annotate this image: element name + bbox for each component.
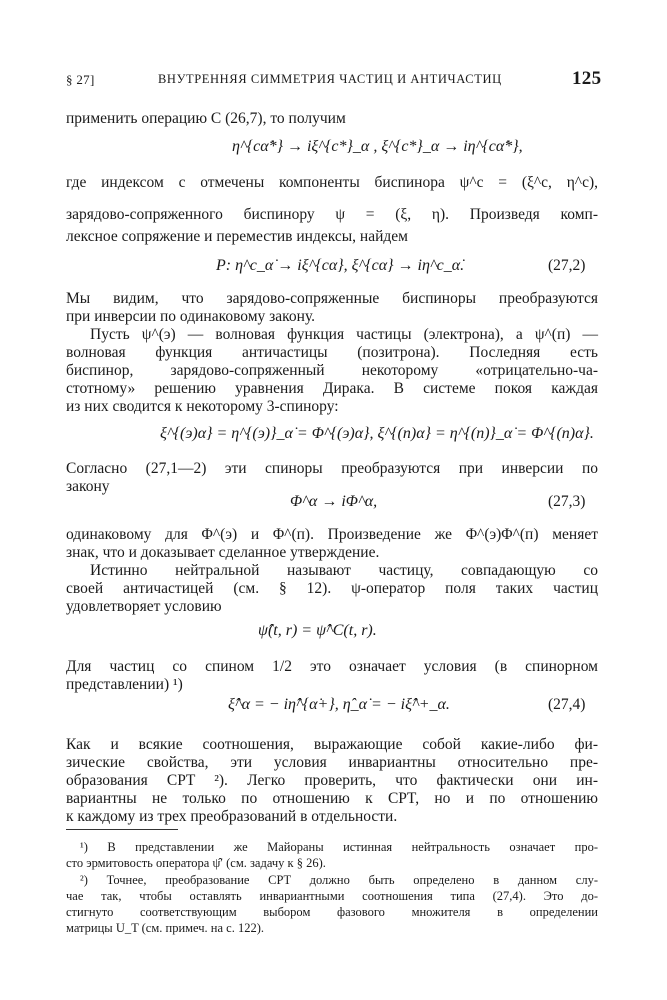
equation-number: (27,2) [548,257,586,274]
text-line: биспинор, зарядово-сопряженный некоторому «отрицательно-ча- [66,362,598,379]
paragraph-start: Пусть ψ^(э) — волновая функция частицы (электрона), а ψ^(п) — [90,326,598,343]
page-number: 125 [572,68,602,89]
text-line: к каждому из трех преобразований в отдельности. [66,808,398,825]
footnote-2-cont: стигнуто соответствующим выбором фазового множителя в определении [66,905,598,919]
text-line: представлении) ¹) [66,676,183,693]
text-line: стотному» решению уравнения Дирака. В системе покоя каждая [66,380,598,397]
text-line: лексное сопряжение и переместив индексы, найдем [66,228,408,245]
text-line: Согласно (27,1—2) эти спиноры преобразуются при инверсии по [66,460,598,477]
footnote-divider [66,829,178,830]
formula-majorana-conditions: ξ̂^α = − iη̂^{α̇+}, η̂_α̇ = − iξ̂^+_α. [228,696,450,713]
formula-charge-conjugation: η^{cα̇*} → iξ^{c*}_α , ξ^{c*}_α → iη^{cα̇*}, [232,138,523,155]
footnote-2-cont: чае так, чтобы оставлять инвариантными соотношения типа (27,4). Это до- [66,889,598,903]
text-line: где индексом c отмечены компоненты биспинора ψ^c = (ξ^c, η^c), [66,174,598,191]
formula-parity: P: η^c_α̇ → iξ^{cα}, ξ^{cα} → iη^c_α̇. [216,257,465,274]
text-line: Как и всякие соотношения, выражающие собой какие-либо фи- [66,736,598,753]
text-line: зические свойства, эти условия инвариантны относительно пре- [66,754,598,771]
text-line: Мы видим, что зарядово-сопряженные биспиноры преобразуются [66,290,598,307]
text-line: вариантны не только по отношению к CPT, но и по отношению [66,790,598,807]
equation-number: (27,4) [548,696,586,713]
formula-3-spinor: ξ^{(э)α} = η^{(э)}_α̇ = Φ^{(э)α}, ξ^{(п)α} = η^{(п)}_α̇ = Φ^{(п)α}. [160,425,594,442]
text-line: образования CPT ²). Легко проверить, что фактически они ин- [66,772,598,789]
text-line: своей античастицей (см. § 12). ψ-оператор поля таких частиц [66,580,598,597]
text-line: волновая функция античастицы (позитрона). Последняя есть [66,344,598,361]
text-line: знак, что и доказывает сделанное утверждение. [66,544,380,561]
running-title: ВНУТРЕННЯЯ СИММЕТРИЯ ЧАСТИЦ И АНТИЧАСТИЦ [158,72,502,86]
text-line: из них сводится к некоторому 3-спинору: [66,398,339,415]
text-line: при инверсии по одинаковому закону. [66,308,316,325]
formula-neutral-field: ψ̂(t, r) = ψ̂^C(t, r). [258,622,377,639]
paragraph-start: Истинно нейтральной называют частицу, совпадающую со [90,562,598,579]
footnote-2-cont: матрицы U_T (см. примеч. на с. 122). [66,921,265,935]
footnote-1: ¹) В представлении же Майораны истинная нейтральность означает про- [80,840,598,854]
text-line: зарядово-сопряженного биспинору ψ = (ξ, η). Произведя комп- [66,206,598,223]
footnote-1-cont: сто эрмитовость оператора ψ̂′ (см. задачу к § 26). [66,856,326,870]
text-line: Для частиц со спином 1/2 это означает условия (в спинорном [66,658,598,675]
footnote-2: ²) Точнее, преобразование CPT должно быть определено в данном слу- [80,873,598,887]
text-line: удовлетворяет условию [66,598,222,615]
formula-inversion: Φ^α → iΦ^α, [290,493,378,510]
text-line: применить операцию C (26,7), то получим [66,110,346,127]
text-line: закону [66,478,110,495]
text-line: одинаковому для Φ^(э) и Φ^(п). Произведение же Φ^(э)Φ^(п) меняет [66,526,598,543]
section-marker: § 27] [66,72,95,87]
equation-number: (27,3) [548,493,586,510]
